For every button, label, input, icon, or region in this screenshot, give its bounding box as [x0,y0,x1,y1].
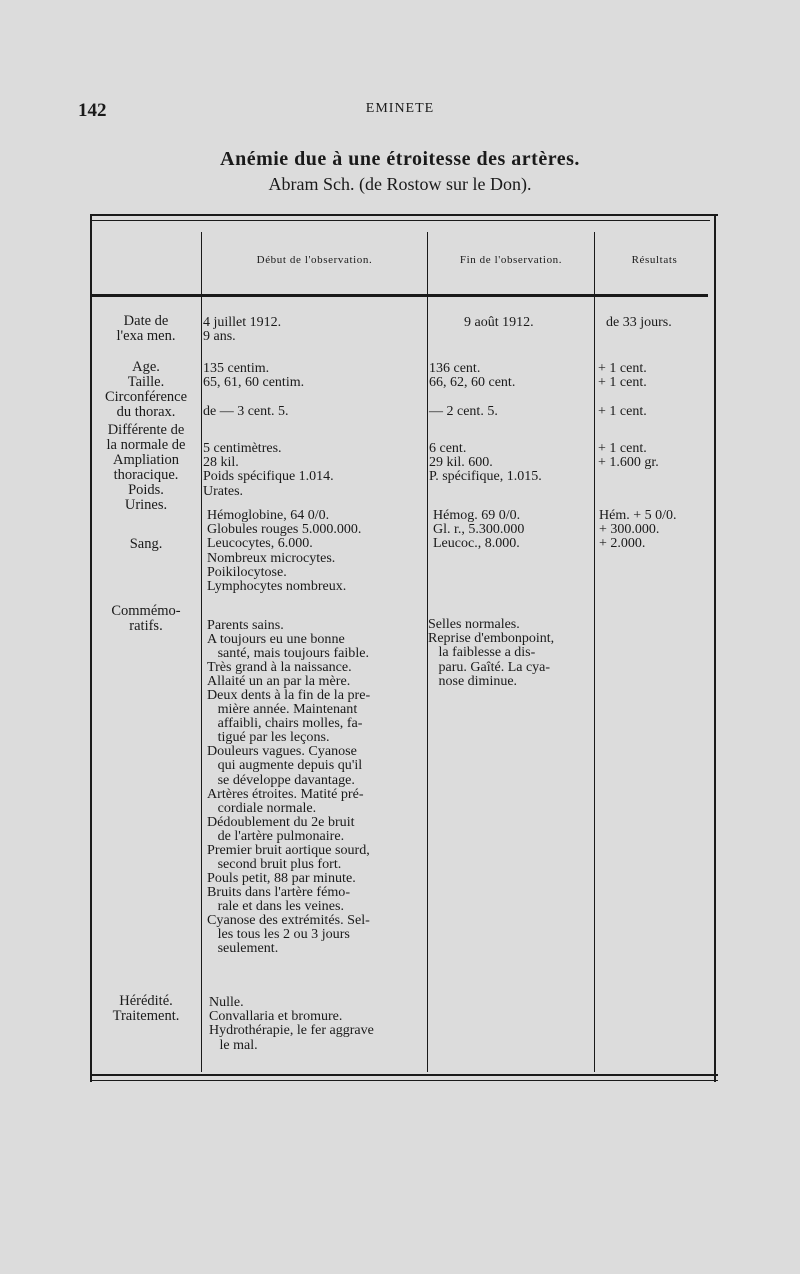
running-head: EMINETE [365,101,435,116]
row-start-heredite: Nulle. Convallaria et bromure. Hydrothérapie, le fer aggrave le mal. [209,995,374,1053]
row-start-sang: Hémoglobine, 64 0/0. Globules rouges 5.000.000. Leucocytes, 6.000. Nombreux microcytes. Poikilocytose. Lymphocytes nombreux. [207,508,362,595]
row-result-sang: Hém. + 5 0/0. + 300.000. + 2.000. [599,508,677,552]
row-label-ampliation: Différente de la normale de Ampliation thoracique. Poids. Urines. [106,422,186,513]
row-start-commemoratifs: Parents sains. A toujours eu une bonne santé, mais toujours faible. Très grand à la naissance. Allaité un an par la mère. Deux dents à la fin de la pre- mière année. Maintenant affaibli, chairs molles, fa- tigué par les leçons. Douleurs vagues. Cyanose qui augmente depuis qu'il se développe davantage. Artères étroites. Matité pré- cordiale normale. Dédoublement du 2e bruit de l'artère pulmonaire. Premier bruit aortique sourd, second bruit plus fort. Pouls petit, 88 par minute. Bruits dans l'artère fémo- rale et dans les veines. Cyanose des extrémités. Sel- les tous les 2 ou 3 jours seulement. [207,617,371,957]
col-rule-3 [594,232,595,1072]
col-rule-left [90,214,92,1082]
header-start: Début de l'observation. [256,254,373,266]
row-end-ampliation: 6 cent. 29 kil. 600. P. spécifique, 1.015. [429,441,542,485]
page-subtitle: Abram Sch. (de Rostow sur le Don). [268,174,532,194]
table-bottom-rule-inner [90,1080,718,1081]
header-results: Résultats [631,254,678,266]
page-title: Anémie due à une étroitesse des artères. [220,148,580,170]
row-start-date: 4 juillet 1912. 9 ans. [203,315,282,345]
observation-table [90,214,718,1082]
table-top-rule [90,214,718,216]
row-label-commemoratifs: Commémo- ratifs. [111,603,181,634]
row-end-age: 136 cent. 66, 62, 60 cent. — 2 cent. 5. [429,361,516,419]
row-label-sang: Sang. [129,536,163,552]
row-end-date: 9 août 1912. [464,315,534,330]
row-label-heredite: Hérédité. Traitement. [112,993,180,1024]
row-end-commemoratifs: Selles normales. Reprise d'embonpoint, la faiblesse a dis- paru. Gaîté. La cya- nose diminue. [428,617,555,689]
row-result-ampliation: + 1 cent. + 1.600 gr. [598,441,659,471]
page-number: 142 [78,100,107,121]
row-start-age: 135 centim. 65, 61, 60 centim. de — 3 cent. 5. [203,361,305,419]
row-result-date: de 33 jours. [606,315,672,330]
col-rule-right [714,214,716,1082]
table-bottom-rule [90,1074,718,1076]
col-rule-1 [201,232,202,1072]
row-label-date: Date de l'exa men. [116,313,176,344]
table-top-rule-inner [90,220,710,221]
row-label-age: Age. Taille. Circonférence du thorax. [104,359,188,420]
row-end-sang: Hémog. 69 0/0. Gl. r., 5.300.000 Leucoc., 8.000. [433,508,525,552]
row-result-age: + 1 cent. + 1 cent. + 1 cent. [598,361,647,419]
row-start-ampliation: 5 centimètres. 28 kil. Poids spécifique 1.014. Urates. [203,441,334,499]
header-end: Fin de l'observation. [459,254,563,266]
header-rule [90,294,708,297]
